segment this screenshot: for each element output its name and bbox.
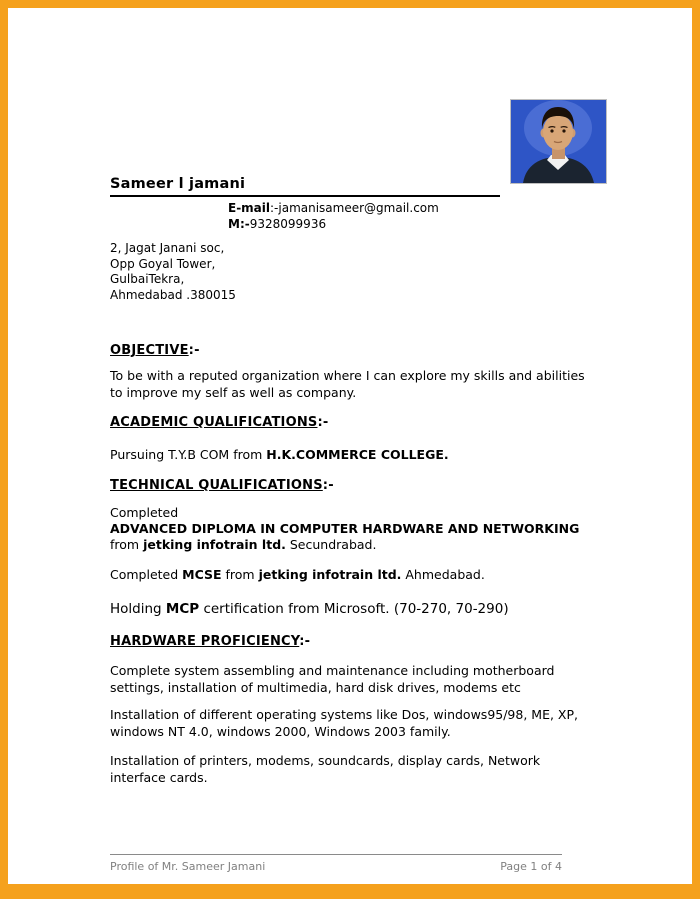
mcse-label: MCSE xyxy=(182,567,222,582)
diploma-institute-line: from jetking infotrain ltd. Secundrabad. xyxy=(110,537,377,552)
institute-name: jetking infotrain ltd. xyxy=(143,537,286,552)
footer-profile-text: Profile of Mr. Sameer Jamani xyxy=(110,860,266,873)
diploma-title: ADVANCED DIPLOMA IN COMPUTER HARDWARE AND NETWORKING xyxy=(110,521,580,536)
section-heading-hardware: HARDWARE PROFICIENCY:- xyxy=(110,634,311,649)
email-line xyxy=(228,200,602,216)
address-block xyxy=(110,241,602,303)
address-line-1: 2, Jagat Janani soc, xyxy=(110,241,225,255)
address-line-3: GulbaiTekra, xyxy=(110,272,185,286)
section-heading-academic: ACADEMIC QUALIFICATIONS:- xyxy=(110,415,329,430)
email-label: E-mail xyxy=(228,201,271,215)
hardware-paragraph-1: Complete system assembling and maintenance including motherboard settings, installation of multimedia, hard disk drives, modems etc xyxy=(110,663,555,695)
section-heading-technical: TECHNICAL QUALIFICATIONS:- xyxy=(110,478,334,493)
page-footer xyxy=(110,854,562,873)
address-line-4: Ahmedabad .380015 xyxy=(110,287,236,302)
profile-photo xyxy=(511,100,606,183)
hardware-paragraph-2: Installation of different operating systems like Dos, windows95/98, ME, XP, windows NT 4.0, windows 2000, Windows 2003 family. xyxy=(110,707,578,739)
mcp-label: MCP xyxy=(165,601,200,617)
address-line-2: Opp Goyal Tower, xyxy=(110,256,216,271)
contact-block xyxy=(228,200,602,232)
footer-page-number: Page 1 of 4 xyxy=(500,860,562,873)
mobile-value: 9328099936 xyxy=(249,217,327,231)
objective-text: To be with a reputed organization where I can explore my skills and abilities to improve my self as well as company. xyxy=(110,368,585,400)
person-name: Sameer l jamani xyxy=(110,176,500,197)
institute-name-2: jetking infotrain ltd. xyxy=(258,567,402,582)
hardware-paragraph-3: Installation of printers, modems, soundcards, display cards, Network interface cards. xyxy=(110,753,541,785)
mobile-label: M:- xyxy=(228,217,250,231)
section-heading-objective: OBJECTIVE:- xyxy=(110,343,200,358)
college-name: H.K.COMMERCE COLLEGE. xyxy=(266,447,449,462)
mobile-line xyxy=(228,216,602,232)
email-value: :-jamanisameer@gmail.com xyxy=(270,201,439,215)
technical-item-mcp: Holding MCP certification from Microsoft. (70-270, 70-290) xyxy=(110,601,509,617)
person-portrait-image xyxy=(511,100,606,183)
academic-qualification-line: Pursuing T.Y.B COM from H.K.COMMERCE COLLEGE. xyxy=(110,447,449,462)
resume-document xyxy=(8,8,692,884)
technical-item-diploma: Completed ADVANCED DIPLOMA IN COMPUTER HARDWARE AND NETWORKING from jetking infotrain ltd. Secundrabad. xyxy=(110,505,602,553)
technical-item-mcse: Completed MCSE from jetking infotrain ltd. Ahmedabad. xyxy=(110,567,485,582)
